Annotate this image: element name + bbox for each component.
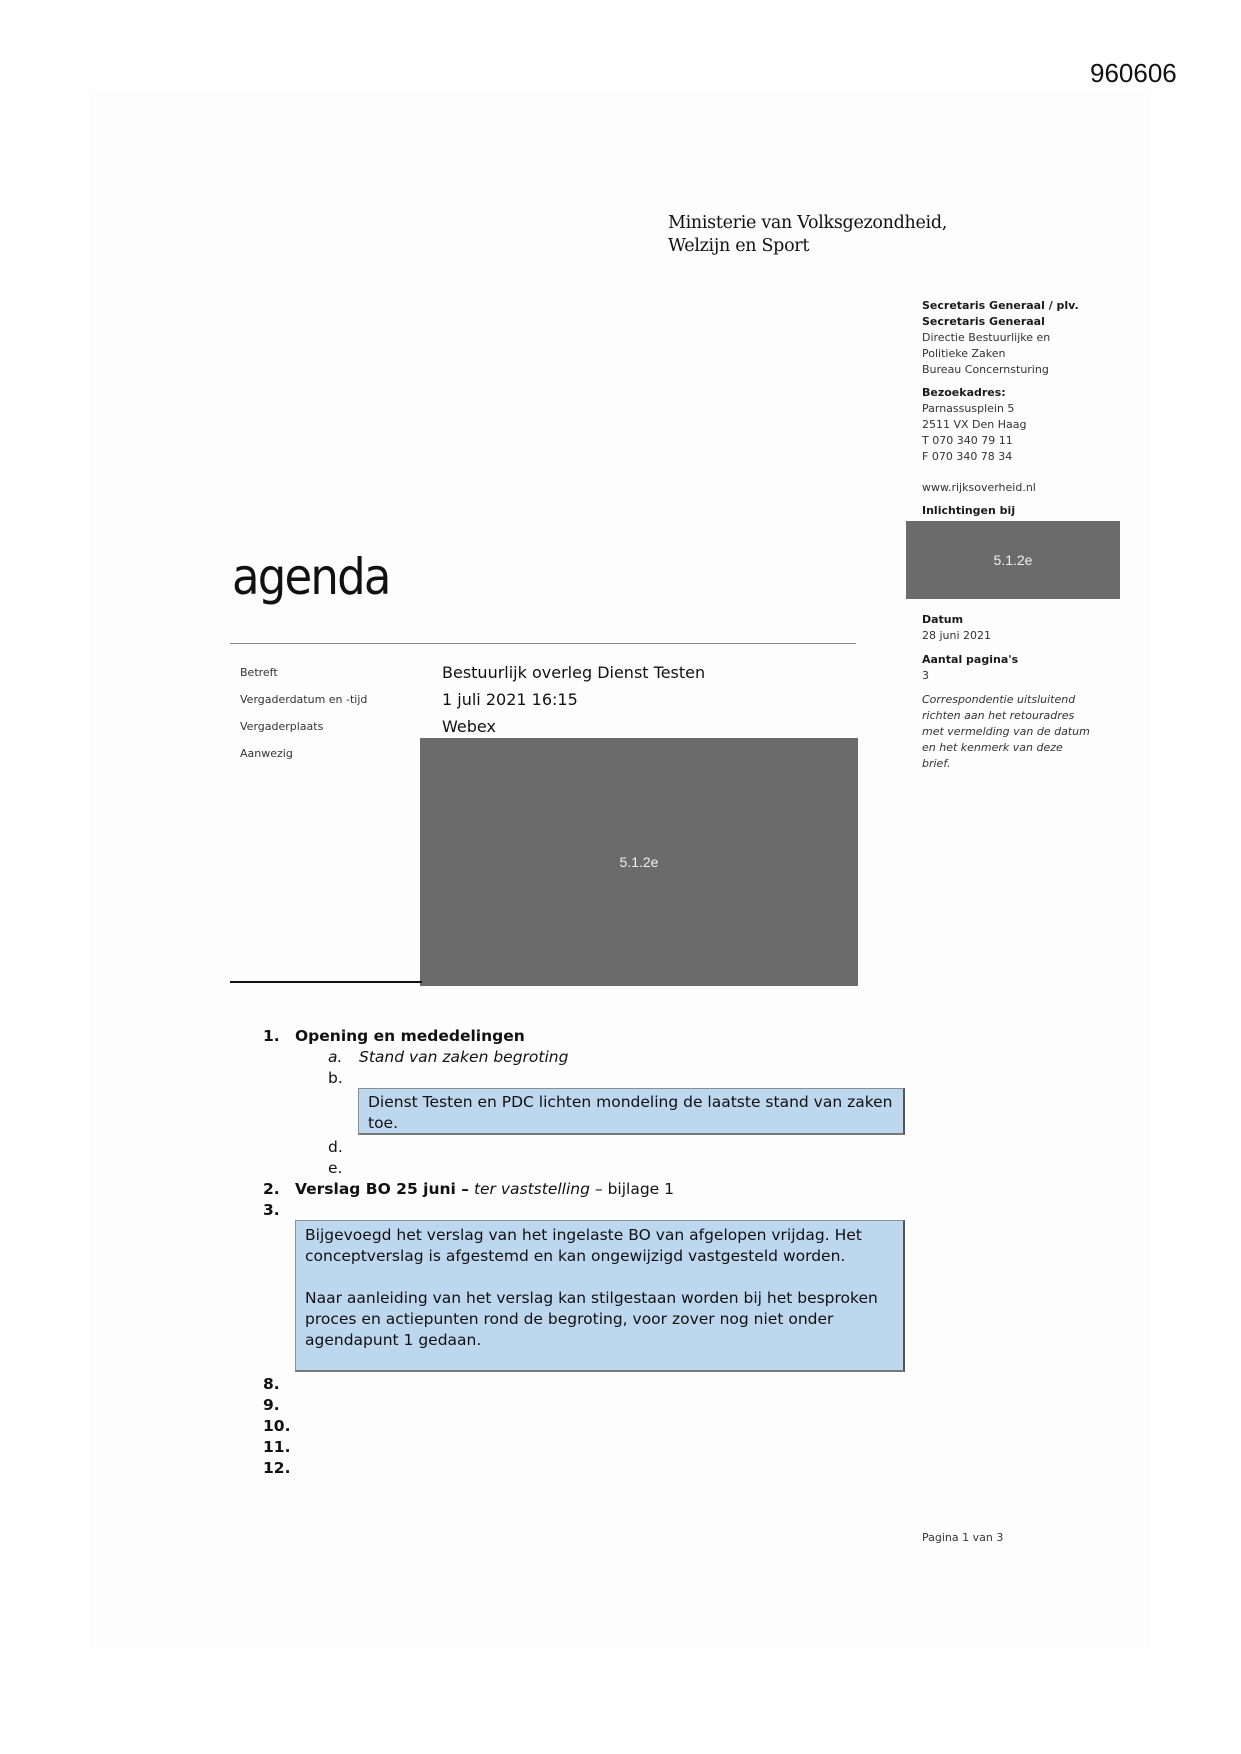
correspondence-note-3: met vermelding van de datum [922, 725, 1090, 738]
agenda-item-1a-text: Stand van zaken begroting [359, 1048, 569, 1066]
dept-title-2: Secretaris Generaal [922, 315, 1045, 328]
header-divider [230, 643, 856, 644]
document-meta-sidebar [922, 612, 1090, 772]
agenda-item-2-title: Verslag BO 25 juni – [295, 1180, 469, 1198]
redaction-code: 5.1.2e [619, 854, 659, 870]
agenda-item-12-number: 12. [263, 1459, 291, 1477]
agenda-item-2 [295, 1180, 674, 1198]
page-indicator: Pagina 1 van 3 [922, 1531, 1004, 1544]
visit-street: Parnassusplein 5 [922, 402, 1015, 415]
agenda-item-2-attachment: – bijlage 1 [594, 1180, 674, 1198]
meta-divider [230, 981, 422, 983]
location-label: Vergaderplaats [240, 720, 324, 733]
fax-number: F 070 340 78 34 [922, 450, 1013, 463]
pages-value: 3 [922, 669, 929, 682]
date-label: Datum [922, 613, 964, 626]
document-number: 960606 [1090, 58, 1177, 88]
agenda-item-3-note [295, 1220, 905, 1372]
agenda-item-8-number: 8. [263, 1375, 280, 1393]
agenda-item-1d-letter: d. [328, 1138, 343, 1156]
dept-line-2: Politieke Zaken [922, 347, 1006, 360]
visit-address-label: Bezoekadres: [922, 386, 1006, 399]
dept-title-1: Secretaris Generaal / plv. [922, 299, 1079, 312]
dept-line-3: Bureau Concernsturing [922, 363, 1049, 376]
agenda-item-1-number: 1. [263, 1027, 280, 1045]
correspondence-note-4: en het kenmerk van deze [922, 741, 1063, 754]
subject-label: Betreft [240, 666, 278, 679]
agenda-item-2-number: 2. [263, 1180, 280, 1198]
agenda-item-1-note [358, 1088, 905, 1135]
pages-label: Aantal pagina's [922, 653, 1019, 666]
redaction-contact [906, 521, 1120, 599]
note-paragraph-1: Bijgevoegd het verslag van het ingelaste BO van afgelopen vrijdag. Het conceptverslag is afgestemd en kan ongewijzigd vastgesteld worden. [305, 1226, 862, 1265]
datetime-label: Vergaderdatum en -tijd [240, 693, 368, 706]
ministry-line-2: Welzijn en Sport [668, 236, 810, 256]
sender-sidebar [922, 298, 1079, 519]
date-value: 28 juni 2021 [922, 629, 992, 642]
ministry-line-1: Ministerie van Volksgezondheid, [668, 213, 948, 233]
agenda-item-11-number: 11. [263, 1438, 291, 1456]
visit-city: 2511 VX Den Haag [922, 418, 1027, 431]
agenda-item-3-number: 3. [263, 1201, 280, 1219]
attendees-label: Aanwezig [240, 747, 293, 760]
datetime-value: 1 juli 2021 16:15 [442, 690, 578, 709]
redaction-code: 5.1.2e [993, 552, 1033, 568]
note-paragraph-2: Naar aanleiding van het verslag kan stilgestaan worden bij het besproken proces en actiepunten rond de begroting, voor zover nog niet onder agendapunt 1 gedaan. [305, 1289, 878, 1349]
phone-number: T 070 340 79 11 [922, 434, 1013, 447]
agenda-item-2-status: ter vaststelling [473, 1180, 590, 1198]
agenda-item-1-title: Opening en mededelingen [295, 1027, 525, 1045]
correspondence-note-1: Correspondentie uitsluitend [922, 693, 1076, 706]
subject-value: Bestuurlijk overleg Dienst Testen [442, 663, 706, 682]
website-link[interactable]: www.rijksoverheid.nl [922, 481, 1036, 494]
correspondence-note-2: richten aan het retouradres [922, 709, 1075, 722]
ministry-logo-text [668, 212, 947, 258]
agenda-item-1a-letter: a. [328, 1048, 343, 1066]
note-text: Dienst Testen en PDC lichten mondeling de laatste stand van zaken toe. [368, 1093, 893, 1132]
agenda-item-10-number: 10. [263, 1417, 291, 1435]
redaction-attendees [420, 738, 858, 986]
dept-line-1: Directie Bestuurlijke en [922, 331, 1051, 344]
agenda-item-1b-letter: b. [328, 1069, 343, 1087]
agenda-item-9-number: 9. [263, 1396, 280, 1414]
page-title: agenda [232, 548, 390, 606]
location-value: Webex [442, 717, 496, 736]
agenda-item-1e-letter: e. [328, 1159, 343, 1177]
correspondence-note-5: brief. [922, 757, 951, 770]
info-label: Inlichtingen bij [922, 504, 1016, 517]
